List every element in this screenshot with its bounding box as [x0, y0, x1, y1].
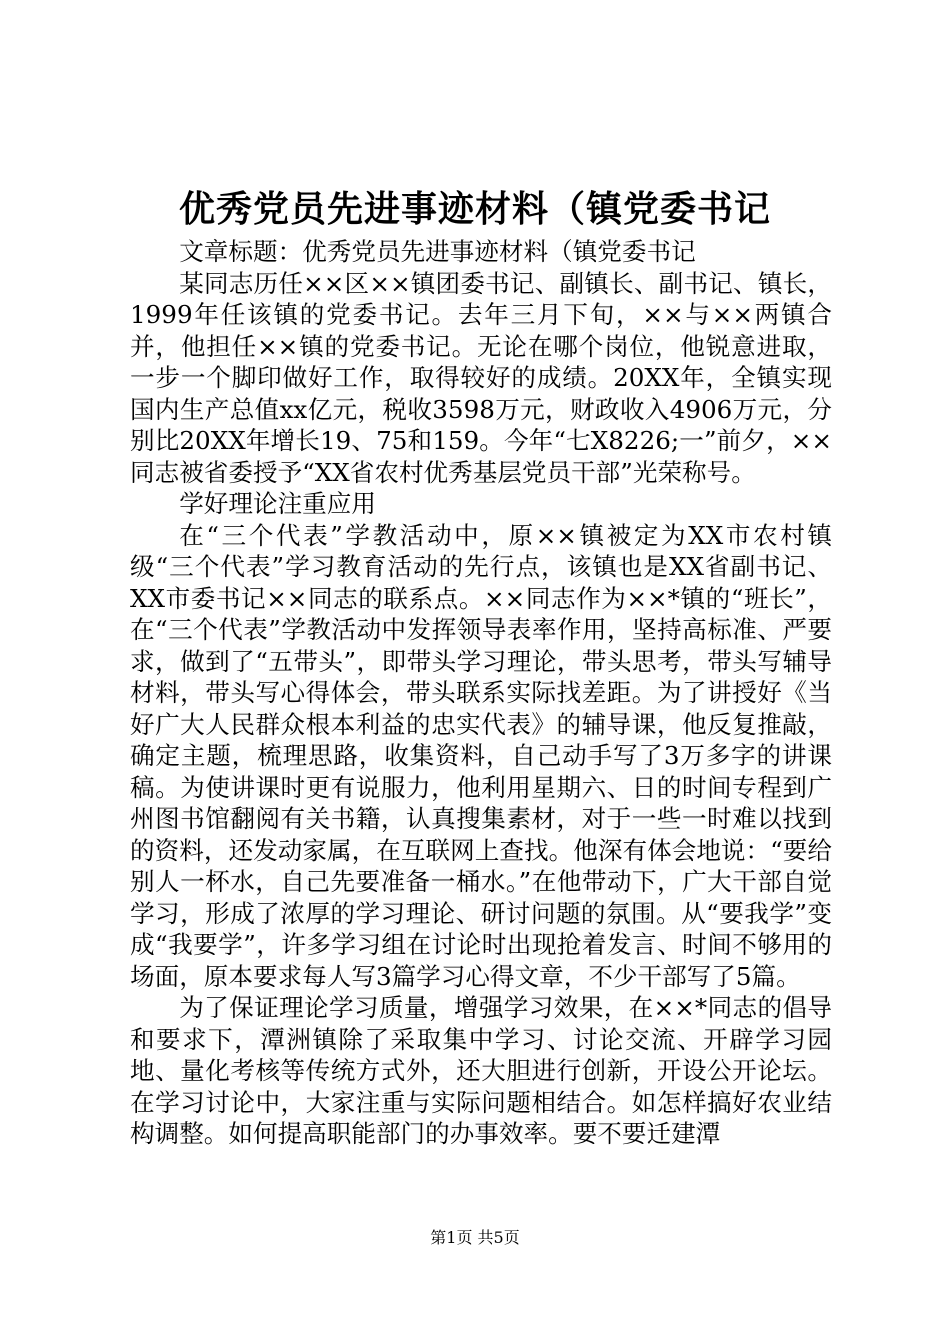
section-heading: 学好理论注重应用 [179, 489, 376, 518]
page-footer: 第1页 共5页 [430, 1228, 520, 1247]
paragraph-theory-study: 在“三个代表”学教活动中，原××镇被定为XX市农村镇级“三个代表”学习教育活动的先行点，该镇也是XX省副书记、XX市委书记××同志的联系点。××同志作为××*镇的“班长”，在“三个代表”学教活动中发挥领导表率作用，坚持高标准、严要求，做到了“五带头”，即带头学习理论，带头思考，带头写辅导材料，带头写心得体会，带头联系实际找差距。为了讲授好《当好广大人民群众根本利益的忠实代表》的辅导课，他反复推敲，确定主题，梳理思路，收集资料，自己动手写了3万多字的讲课稿。为使讲课时更有说服力，他利用星期六、日的时间专程到广州图书馆翻阅有关书籍，认真搜集素材，对于一些一时难以找到的资料，还发动家属，在互联网上查找。他深有体会地说：“要给别人一杯水，自己先要准备一桶水。”在他带动下，广大干部自觉学习，形成了浓厚的学习理论、研讨问题的氛围。从“要我学”变成“我要学”，许多学习组在讨论时出现抢着发言、时间不够用的场面，原本要求每人写3篇学习心得文章，不少干部写了5篇。 [130, 520, 832, 991]
document-body [130, 236, 832, 1150]
paragraph-intro: 某同志历任××区××镇团委书记、副镇长、副书记、镇长，1999年任该镇的党委书记。去年三月下旬，××与××两镇合并，他担任××镇的党委书记。无论在哪个岗位，他锐意进取，一步一个脚印做好工作，取得较好的成绩。20XX年，全镇实现国内生产总值xx亿元，税收3598万元，财政收入4906万元，分别比20XX年增长19、75和159。今年“七X8226;一”前夕，××同志被省委授予“XX省农村优秀基层党员干部”光荣称号。 [130, 268, 832, 487]
document-title: 优秀党员先进事迹材料（镇党委书记 [178, 188, 771, 230]
paragraph-study-quality: 为了保证理论学习质量，增强学习效果，在××*同志的倡导和要求下，潭洲镇除了采取集中学习、讨论交流、开辟学习园地、量化考核等传统方式外，还大胆进行创新，开设公开论坛。在学习讨论中，大家注重与实际问题相结合。如怎样搞好农业结构调整。如何提高职能部门的办事效率。要不要迁建潭 [130, 993, 832, 1148]
paragraph-article-title: 文章标题：优秀党员先进事迹材料（镇党委书记 [179, 237, 696, 266]
